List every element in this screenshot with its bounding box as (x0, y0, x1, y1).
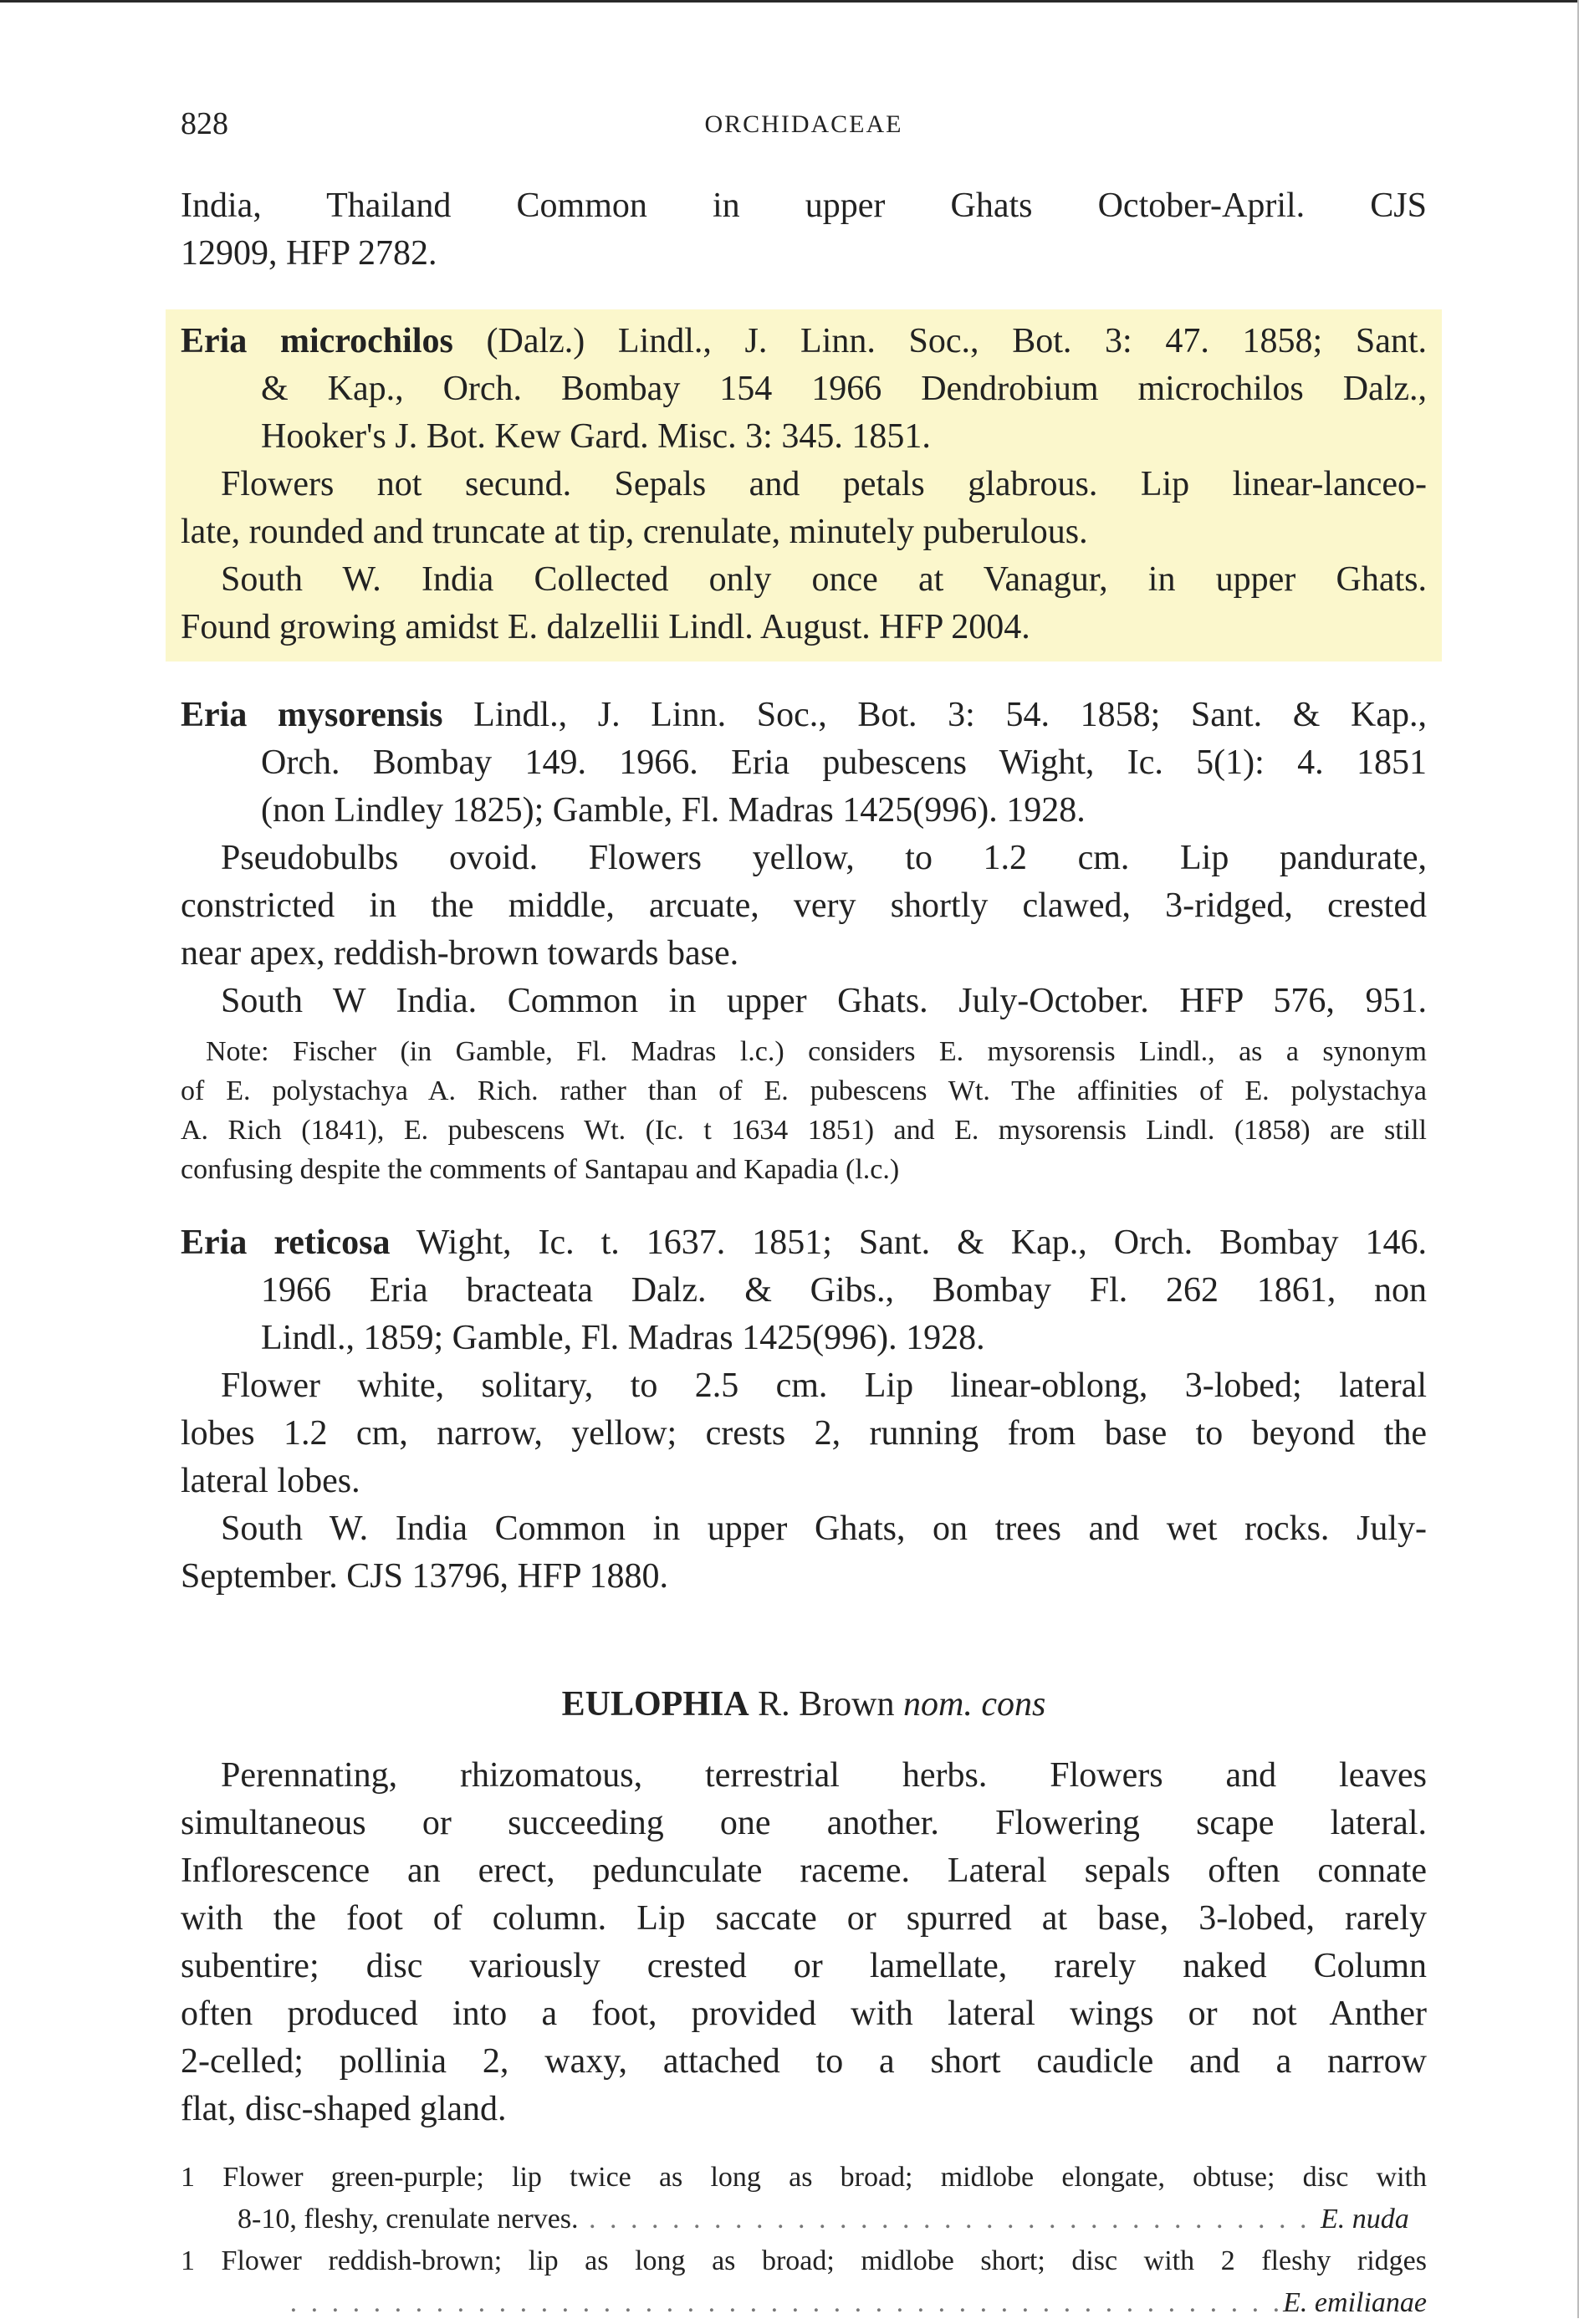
description-line: Flower white, solitary, to 2.5 cm. Lip linear-oblong, 3-lobed; lateral (221, 1366, 1427, 1405)
distribution-line: South W. India Common in upper Ghats, on trees and wet rocks. July- (221, 1509, 1427, 1548)
entry-citation-line: (non Lindley 1825); Gamble, Fl. Madras 1425(996). 1928. (261, 791, 1086, 830)
entry-citation-line (181, 1219, 1427, 1267)
description-line: 2-celled; pollinia 2, waxy, attached to a short caudicle and a narrow (181, 2042, 1427, 2081)
entry-citation-line: & Kap., Orch. Bombay 154 1966 Dendrobium microchilos Dalz., (261, 370, 1427, 408)
note-line: of E. polystachya A. Rich. rather than of E. pubescens Wt. The affinities of E. polystachya (181, 1075, 1427, 1106)
genus-heading (181, 1681, 1427, 1729)
identification-key (181, 2157, 1427, 2324)
entry-citation-line: Hooker's J. Bot. Kew Gard. Misc. 3: 345. 1851. (261, 417, 931, 456)
entry-citation-line (181, 692, 1427, 739)
distribution-line: Found growing amidst E. dalzellii Lindl. August. HFP 2004. (181, 608, 1030, 646)
description-line: often produced into a foot, provided with lateral wings or not Anther (181, 1995, 1427, 2033)
citation-text: Wight, Ic. t. 1637. 1851; Sant. & Kap., Orch. Bombay 146. (416, 1223, 1427, 1262)
distribution-line: South W India. Common in upper Ghats. July-October. HFP 576, 951. (221, 982, 1427, 1020)
citation-text: (Dalz.) Lindl., J. Linn. Soc., Bot. 3: 47. 1858; Sant. (486, 322, 1428, 360)
page-body (181, 182, 1427, 2324)
description-line: Perennating, rhizomatous, terrestrial herbs. Flowers and leaves (221, 1756, 1427, 1795)
key-taxon: E. nuda (1321, 2204, 1409, 2235)
key-text: 8-10, fleshy, crenulate nerves. (238, 2204, 579, 2235)
key-line: 1 Flower reddish-brown; lip as long as broad; midlobe short; disc with 2 fleshy ridges (181, 2245, 1427, 2276)
description-line: with the foot of column. Lip saccate or spurred at base, 3-lobed, rarely (181, 1899, 1427, 1938)
description-line: near apex, reddish-brown towards base. (181, 934, 739, 973)
entry-citation-line (181, 318, 1427, 365)
note-line: A. Rich (1841), E. pubescens Wt. (Ic. t 1634 1851) and E. mysorensis Lindl. (1858) are still (181, 1115, 1427, 1146)
entry-eria-reticosa (181, 1219, 1427, 1601)
entry-citation-line: Orch. Bombay 149. 1966. Eria pubescens Wight, Ic. 5(1): 4. 1851 (261, 743, 1427, 782)
previous-entry-distribution (181, 182, 1427, 278)
key-taxon: E. emilianae (1283, 2287, 1427, 2318)
citation-text: Lindl., J. Linn. Soc., Bot. 3: 54. 1858; Sant. & Kap., (473, 696, 1427, 734)
description-line: late, rounded and truncate at tip, crenulate, minutely puberulous. (181, 513, 1088, 551)
description-line: simultaneous or succeeding one another. Flowering scape lateral. (181, 1804, 1427, 1842)
text-line: 12909, HFP 2782. (181, 234, 437, 273)
entry-eria-mysorensis (181, 692, 1427, 1189)
key-line: 1 Flower green-purple; lip twice as long as broad; midlobe elongate, obtuse; disc with (181, 2162, 1427, 2193)
entry-citation-line: 1966 Eria bracteata Dalz. & Gibs., Bombay Fl. 262 1861, non (261, 1271, 1427, 1310)
note-line: Note: Fischer (in Gamble, Fl. Madras l.c.) considers E. mysorensis Lindl., as a synonym (206, 1036, 1427, 1067)
genus-name: EULOPHIA (561, 1685, 749, 1724)
species-name: Eria mysorensis (181, 696, 443, 734)
leader-dots: . . . . . . . . . . . . . . . . . . . . . . . . . . . . . . . . . . . (578, 2204, 1321, 2235)
description-line: subentire; disc variously crested or lamellate, rarely naked Column (181, 1947, 1427, 1985)
distribution-line: September. CJS 13796, HFP 1880. (181, 1557, 668, 1596)
running-head: ORCHIDACEAE (704, 110, 903, 138)
key-line (181, 2199, 1427, 2240)
page-header (181, 105, 1427, 147)
description-line: lobes 1.2 cm, narrow, yellow; crests 2, running from base to beyond the (181, 1414, 1427, 1453)
distribution-line: South W. India Collected only once at Vanagur, in upper Ghats. (221, 560, 1427, 599)
description-line: flat, disc-shaped gland. (181, 2090, 507, 2128)
species-name: Eria microchilos (181, 322, 453, 360)
description-line: lateral lobes. (181, 1462, 360, 1500)
text-line: India, Thailand Common in upper Ghats October-April. CJS (181, 186, 1427, 225)
leader-dots: . . . . . . . . . . . . . . . . . . . . . . . . . . . . . . . . . . . . . . . . . . . . . . . . (289, 2287, 1284, 2318)
description-line: Pseudobulbs ovoid. Flowers yellow, to 1.2 cm. Lip pandurate, (221, 839, 1427, 877)
description-line: Inflorescence an erect, pedunculate raceme. Lateral sepals often connate (181, 1852, 1427, 1890)
highlighted-entry-eria-microchilos (166, 309, 1442, 661)
taxonomic-note (181, 1032, 1427, 1189)
genus-author: R. Brown (758, 1685, 895, 1724)
note-line: confusing despite the comments of Santapau and Kapadia (l.c.) (181, 1154, 900, 1185)
page-number: 828 (181, 106, 228, 141)
genus-status: nom. cons (903, 1685, 1046, 1724)
description-line: Flowers not secund. Sepals and petals glabrous. Lip linear-lanceo- (221, 465, 1427, 503)
genus-description (181, 1752, 1427, 2133)
description-line: constricted in the middle, arcuate, very shortly clawed, 3-ridged, crested (181, 886, 1427, 925)
top-edge-rule (0, 0, 1579, 3)
entry-citation-line: Lindl., 1859; Gamble, Fl. Madras 1425(996). 1928. (261, 1319, 985, 1357)
species-name: Eria reticosa (181, 1223, 391, 1262)
